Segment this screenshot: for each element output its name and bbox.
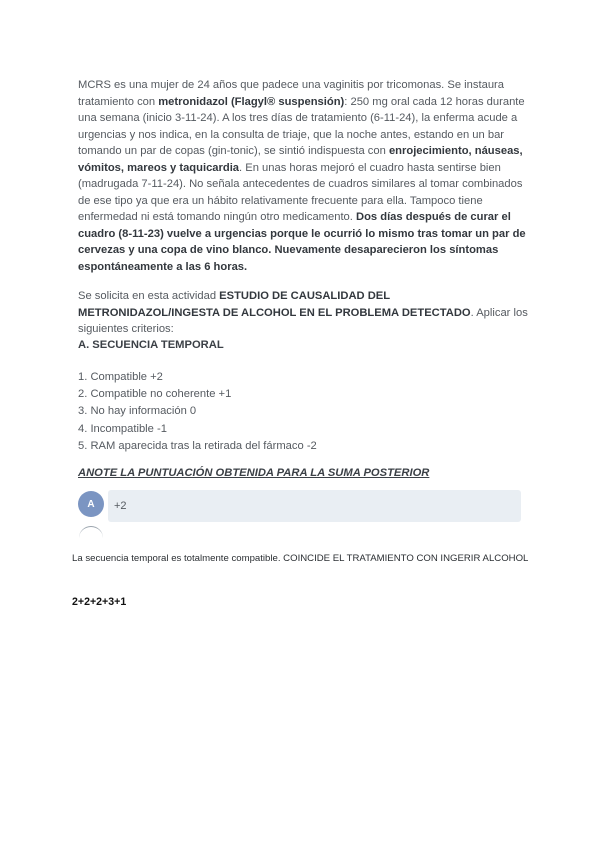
- criteria-item: 1. Compatible +2: [78, 371, 163, 383]
- request-study: ESTUDIO DE CAUSALIDAD DEL METRONIDAZOL/INGESTA DE ALCOHOL EN EL PROBLEMA DETECTADO: [78, 290, 471, 319]
- avatar-partial: [79, 526, 103, 550]
- criteria-item: 2. Compatible no coherente +1: [78, 388, 232, 401]
- case-text-1: MCRS es una mujer de 24 años que padece una vaginitis por tricomonas. Se instaura tratamiento con: [78, 79, 504, 108]
- score-instruction: ANOTE LA PUNTUACIÓN OBTENIDA PARA LA SUMA POSTERIOR: [78, 467, 430, 479]
- criteria-item: 5. RAM aparecida tras la retirada del fármaco -2: [78, 439, 317, 452]
- score-sum: 2+2+2+3+1: [72, 596, 127, 608]
- criteria-item: 4. Incompatible -1: [78, 422, 167, 435]
- request-text-2: . Aplicar los siguientes criterios:: [78, 306, 528, 335]
- case-recurrence: Dos días después de curar el cuadro (8-11-23) vuelve a urgencias porque le ocurrió lo mismo tras tomar un par de cervezas y una copa de vino blanco. Nuevamente desaparecieron los síntomas espontáneamente a las 6 horas.: [78, 211, 526, 273]
- answer-note: La secuencia temporal es totalmente compatible. COINCIDE EL TRATAMIENTO CON INGERIR ALCOHOL: [72, 553, 529, 564]
- activity-request: [78, 288, 528, 338]
- case-text-3: . En unas horas mejoró el cuadro hasta sentirse bien (madrugada 7-11-24). No señala antecedentes de cuadros similares al tomar combinados de ese tipo ya que era un hábito relativamente frecuente para ella. Tampoco tiene enfermedad ni está tomando ningún otro medicamento.: [78, 161, 523, 223]
- section-title: A. SECUENCIA TEMPORAL: [78, 339, 224, 351]
- request-text-1: Se solicita en esta actividad: [78, 290, 220, 302]
- answer-value: +2: [114, 500, 127, 512]
- avatar: A: [78, 491, 104, 517]
- case-symptoms: enrojecimiento, náuseas, vómitos, mareos y taquicardia: [78, 145, 523, 174]
- case-text-2: : 250 mg oral cada 12 horas durante una semana (inicio 3-11-24). A los tres días de tratamiento (6-11-24), la enferma acude a urgencias y nos indica, en la consulta de triaje, que la noche antes, estando en un bar tomando un par de copas (gin-tonic), se sintió indispuesta con: [78, 95, 525, 157]
- criteria-list: [78, 369, 528, 455]
- answer-field[interactable]: [108, 490, 521, 522]
- case-description: [78, 77, 528, 275]
- criteria-item: 3. No hay información 0: [78, 405, 197, 418]
- case-drug: metronidazol (Flagyl® suspensión): [158, 95, 345, 108]
